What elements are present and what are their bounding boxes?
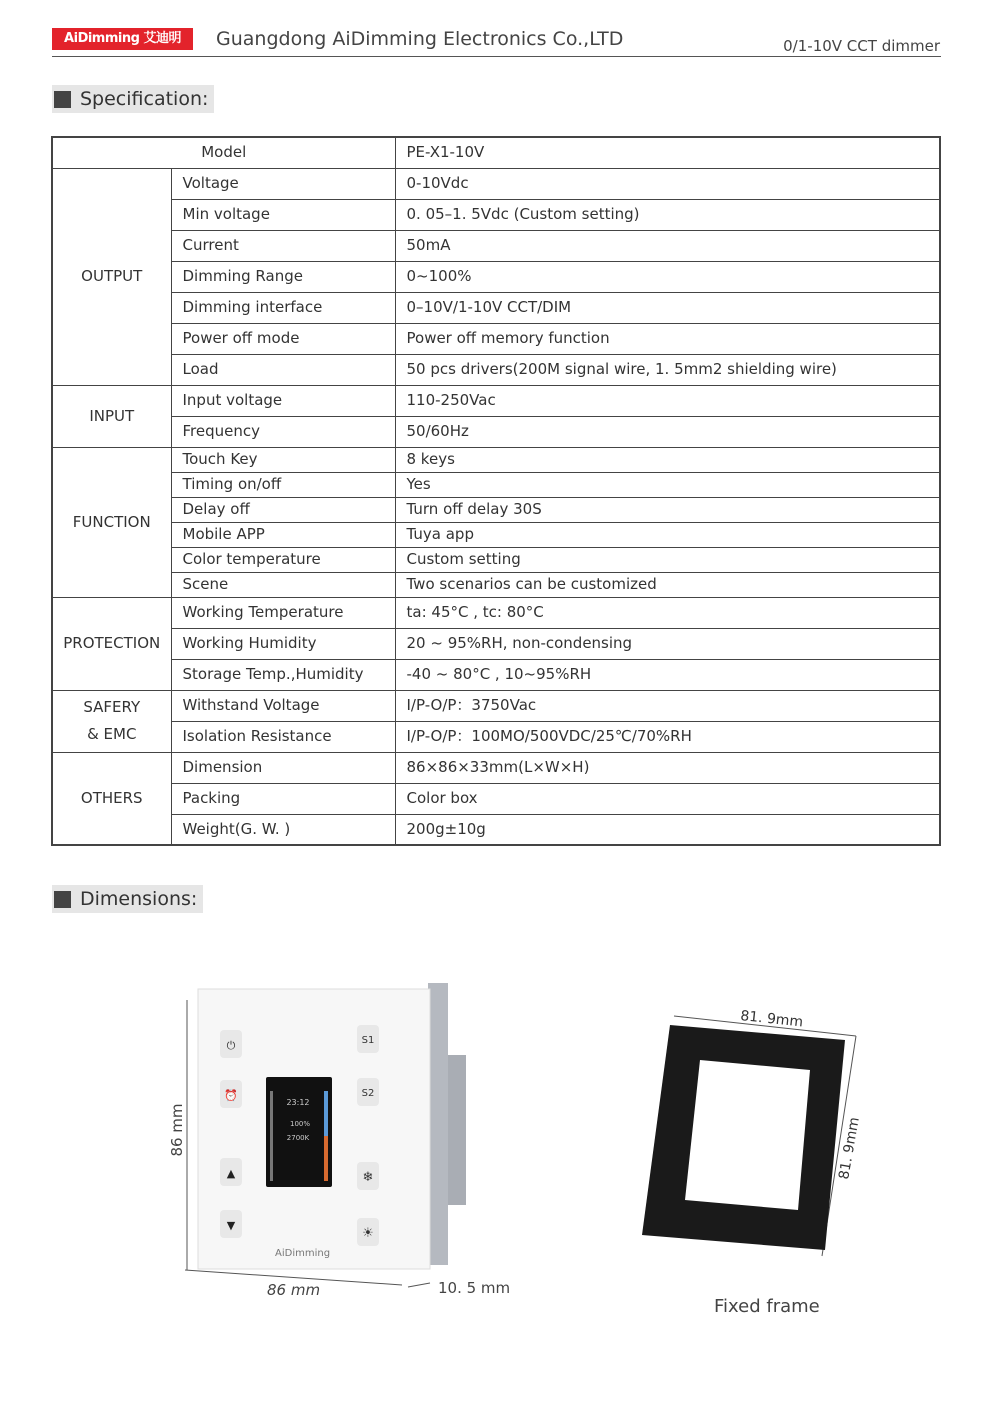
param-value: 110-250Vac	[395, 385, 940, 416]
section-title: Dimensions:	[80, 888, 198, 910]
frame-width-label: 81. 9mm	[739, 1008, 804, 1031]
s2-key: S2	[361, 1088, 375, 1099]
param-value: 50/60Hz	[395, 416, 940, 447]
param-name: Timing on/off	[171, 472, 395, 497]
param-value: 86×86×33mm(L×W×H)	[395, 752, 940, 783]
up-arrow-icon: ▲	[226, 1167, 236, 1180]
param-value: 200g±10g	[395, 814, 940, 845]
table-row	[52, 628, 940, 659]
param-value: Two scenarios can be customized	[395, 572, 940, 597]
group-label: OUTPUT	[52, 168, 171, 385]
header-divider	[52, 56, 941, 57]
param-name: Withstand Voltage	[171, 690, 395, 721]
param-name: Power off mode	[171, 323, 395, 354]
model-value: PE-X1-10V	[395, 137, 940, 168]
snowflake-icon: ❄	[362, 1170, 374, 1185]
param-value: I/P-O/P：3750Vac	[395, 690, 940, 721]
model-label: Model	[52, 137, 395, 168]
table-row	[52, 261, 940, 292]
table-row	[52, 447, 940, 472]
fixed-frame-image	[630, 1000, 870, 1270]
company-logo: AiDimming 艾迪明	[52, 28, 193, 50]
table-row	[52, 597, 940, 628]
frame-height-label: 81. 9mm	[836, 1115, 863, 1181]
param-name: Dimension	[171, 752, 395, 783]
power-icon: ⏻	[226, 1039, 236, 1052]
param-name: Min voltage	[171, 199, 395, 230]
param-value: Custom setting	[395, 547, 940, 572]
table-row	[52, 385, 940, 416]
param-name: Mobile APP	[171, 522, 395, 547]
param-name: Scene	[171, 572, 395, 597]
param-value: 50mA	[395, 230, 940, 261]
screen-time: 23:12	[286, 1098, 310, 1107]
param-value: ta: 45°C , tc: 80°C	[395, 597, 940, 628]
param-name: Storage Temp.,Humidity	[171, 659, 395, 690]
table-row	[52, 416, 940, 447]
sun-icon: ☀	[362, 1226, 374, 1241]
product-name: 0/1-10V CCT dimmer	[783, 37, 940, 55]
square-icon	[54, 91, 71, 108]
screen-cct: 2700K	[286, 1134, 310, 1142]
section-dimensions	[52, 885, 203, 913]
frame-caption: Fixed frame	[714, 1296, 820, 1317]
table-row	[52, 230, 940, 261]
param-value: 0. 05–1. 5Vdc (Custom setting)	[395, 199, 940, 230]
param-value: Color box	[395, 783, 940, 814]
table-row	[52, 137, 940, 168]
table-row	[52, 547, 940, 572]
param-name: Delay off	[171, 497, 395, 522]
param-value: Power off memory function	[395, 323, 940, 354]
table-row	[52, 354, 940, 385]
alarm-clock-icon: ⏰	[224, 1089, 238, 1102]
group-label: PROTECTION	[52, 597, 171, 690]
group-label: INPUT	[52, 385, 171, 447]
depth-label: 10. 5 mm	[438, 1279, 511, 1297]
section-title: Specification:	[80, 88, 209, 110]
param-name: Current	[171, 230, 395, 261]
param-name: Dimming interface	[171, 292, 395, 323]
square-icon	[54, 891, 71, 908]
param-value: I/P-O/P：100MO/500VDC/25℃/70%RH	[395, 721, 940, 752]
param-name: Color temperature	[171, 547, 395, 572]
param-name: Working Humidity	[171, 628, 395, 659]
table-row	[52, 323, 940, 354]
param-value: 50 pcs drivers(200M signal wire, 1. 5mm2 shielding wire)	[395, 354, 940, 385]
param-value: Tuya app	[395, 522, 940, 547]
param-value: 0–10V/1-10V CCT/DIM	[395, 292, 940, 323]
section-specification	[52, 85, 214, 113]
param-value: Turn off delay 30S	[395, 497, 940, 522]
table-row	[52, 168, 940, 199]
param-value: 20 ~ 95%RH, non-condensing	[395, 628, 940, 659]
table-row	[52, 752, 940, 783]
table-row	[52, 472, 940, 497]
group-label: SAFERY & EMC	[52, 690, 171, 752]
table-row	[52, 721, 940, 752]
table-row	[52, 572, 940, 597]
table-row	[52, 199, 940, 230]
group-label: FUNCTION	[52, 447, 171, 597]
param-value: 0~100%	[395, 261, 940, 292]
param-name: Working Temperature	[171, 597, 395, 628]
table-row	[52, 659, 940, 690]
height-label: 86 mm	[168, 1103, 186, 1157]
table-row	[52, 292, 940, 323]
param-name: Frequency	[171, 416, 395, 447]
table-row	[52, 522, 940, 547]
table-row	[52, 497, 940, 522]
table-row	[52, 783, 940, 814]
group-label: OTHERS	[52, 752, 171, 845]
dimmer-product-image	[170, 965, 510, 1300]
param-name: Packing	[171, 783, 395, 814]
param-name: Touch Key	[171, 447, 395, 472]
width-label: 86 mm	[267, 1281, 321, 1299]
param-value: -40 ~ 80°C , 10~95%RH	[395, 659, 940, 690]
s1-key: S1	[361, 1035, 375, 1046]
specification-table	[51, 136, 941, 846]
screen-level: 100%	[289, 1120, 311, 1128]
param-name: Input voltage	[171, 385, 395, 416]
company-name: Guangdong AiDimming Electronics Co.,LTD	[216, 28, 624, 50]
down-arrow-icon: ▼	[226, 1219, 236, 1232]
param-value: 8 keys	[395, 447, 940, 472]
param-value: Yes	[395, 472, 940, 497]
table-row	[52, 814, 940, 845]
param-name: Voltage	[171, 168, 395, 199]
param-name: Isolation Resistance	[171, 721, 395, 752]
param-name: Dimming Range	[171, 261, 395, 292]
param-value: 0-10Vdc	[395, 168, 940, 199]
param-name: Load	[171, 354, 395, 385]
param-name: Weight(G. W. )	[171, 814, 395, 845]
table-row	[52, 690, 940, 721]
brand-text: AiDimming	[275, 1248, 331, 1259]
